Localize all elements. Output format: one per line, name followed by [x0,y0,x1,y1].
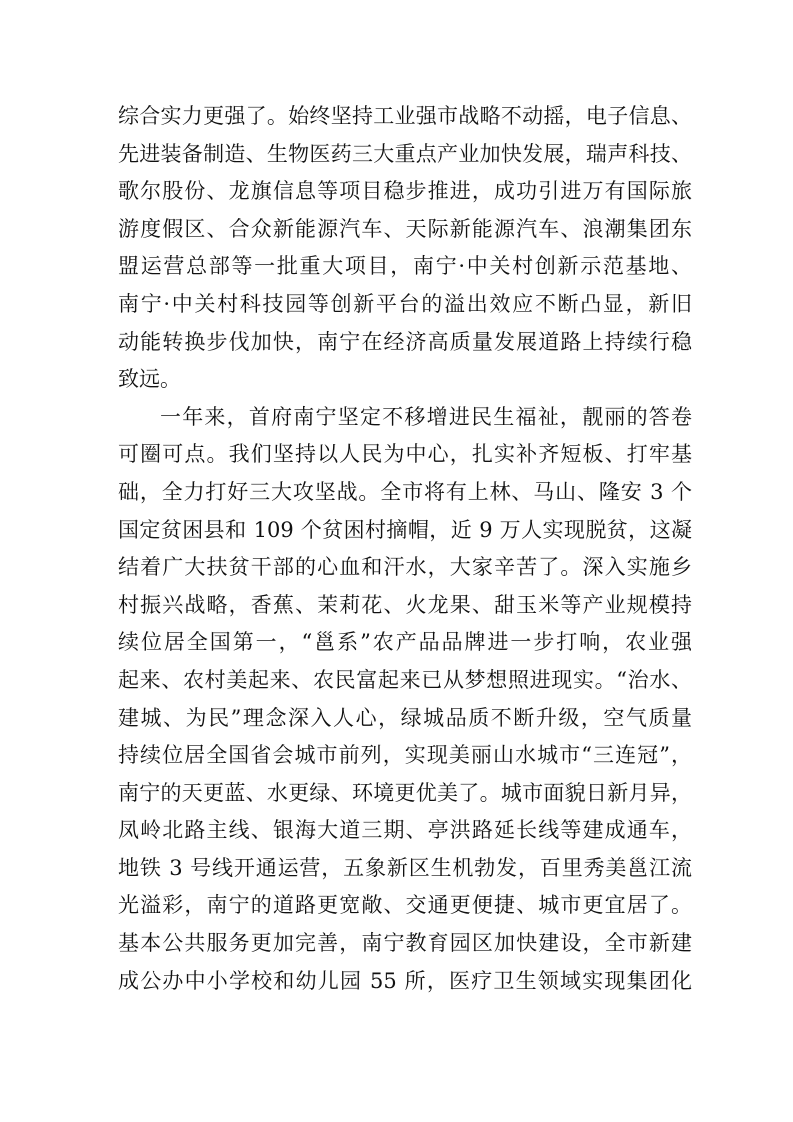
text-line: 致远。 [118,367,181,392]
text-line: 动能转换步伐加快，南宁在经济高质量发展道路上持续行稳 [118,329,692,354]
text-line: 综合实力更强了。始终坚持工业强市战略不动摇，电子信息、 [118,104,692,128]
document-page [118,98,692,1000]
text-line: 可圈可点。我们坚持以人民为中心，扎实补齐短板、打牢基 [118,442,692,467]
text-line: 一年来，首府南宁坚定不移增进民生福祉，靓丽的答卷 [160,404,692,429]
text-line: 歌尔股份、龙旗信息等项目稳步推进，成功引进万有国际旅 [118,179,692,204]
text-line: 盟运营总部等一批重大项目，南宁·中关村创新示范基地、 [118,254,692,279]
text-line: 结着广大扶贫干部的心血和汗水，大家辛苦了。深入实施乡 [118,555,692,580]
text-line: 建城、为民”理念深入人心，绿城品质不断升级，空气质量 [118,705,692,730]
text-line: 持续位居全国省会城市前列，实现美丽山水城市“三连冠”， [118,743,692,768]
text-line: 续位居全国第一，“邕系”农产品品牌进一步打响，农业强 [118,630,692,655]
text-line: 基本公共服务更加完善，南宁教育园区加快建设，全市新建 [118,931,692,956]
text-line: 起来、农村美起来、农民富起来已从梦想照进现实。“治水、 [118,667,692,692]
paragraph-1 [118,98,692,399]
text-line: 凤岭北路主线、银海大道三期、亭洪路延长线等建成通车， [118,818,692,843]
text-line: 光溢彩，南宁的道路更宽敞、交通更便捷、城市更宜居了。 [118,893,692,918]
text-line: 地铁 3 号线开通运营，五象新区生机勃发，百里秀美邕江流 [118,855,692,880]
text-line: 村振兴战略，香蕉、茉莉花、火龙果、甜玉米等产业规模持 [118,592,692,617]
text-line: 南宁·中关村科技园等创新平台的溢出效应不断凸显，新旧 [118,291,692,316]
text-line: 础，全力打好三大攻坚战。全市将有上林、马山、隆安 3 个 [118,479,692,504]
text-line: 先进装备制造、生物医药三大重点产业加快发展，瑞声科技、 [118,141,692,166]
text-line: 国定贫困县和 109 个贫困村摘帽，近 9 万人实现脱贫，这凝 [118,517,692,542]
text-line: 游度假区、合众新能源汽车、天际新能源汽车、浪潮集团东 [118,216,692,241]
paragraph-2 [118,399,692,1001]
text-line: 成公办中小学校和幼儿园 55 所，医疗卫生领域实现集团化 [118,968,692,993]
text-line: 南宁的天更蓝、水更绿、环境更优美了。城市面貌日新月异， [118,780,692,805]
